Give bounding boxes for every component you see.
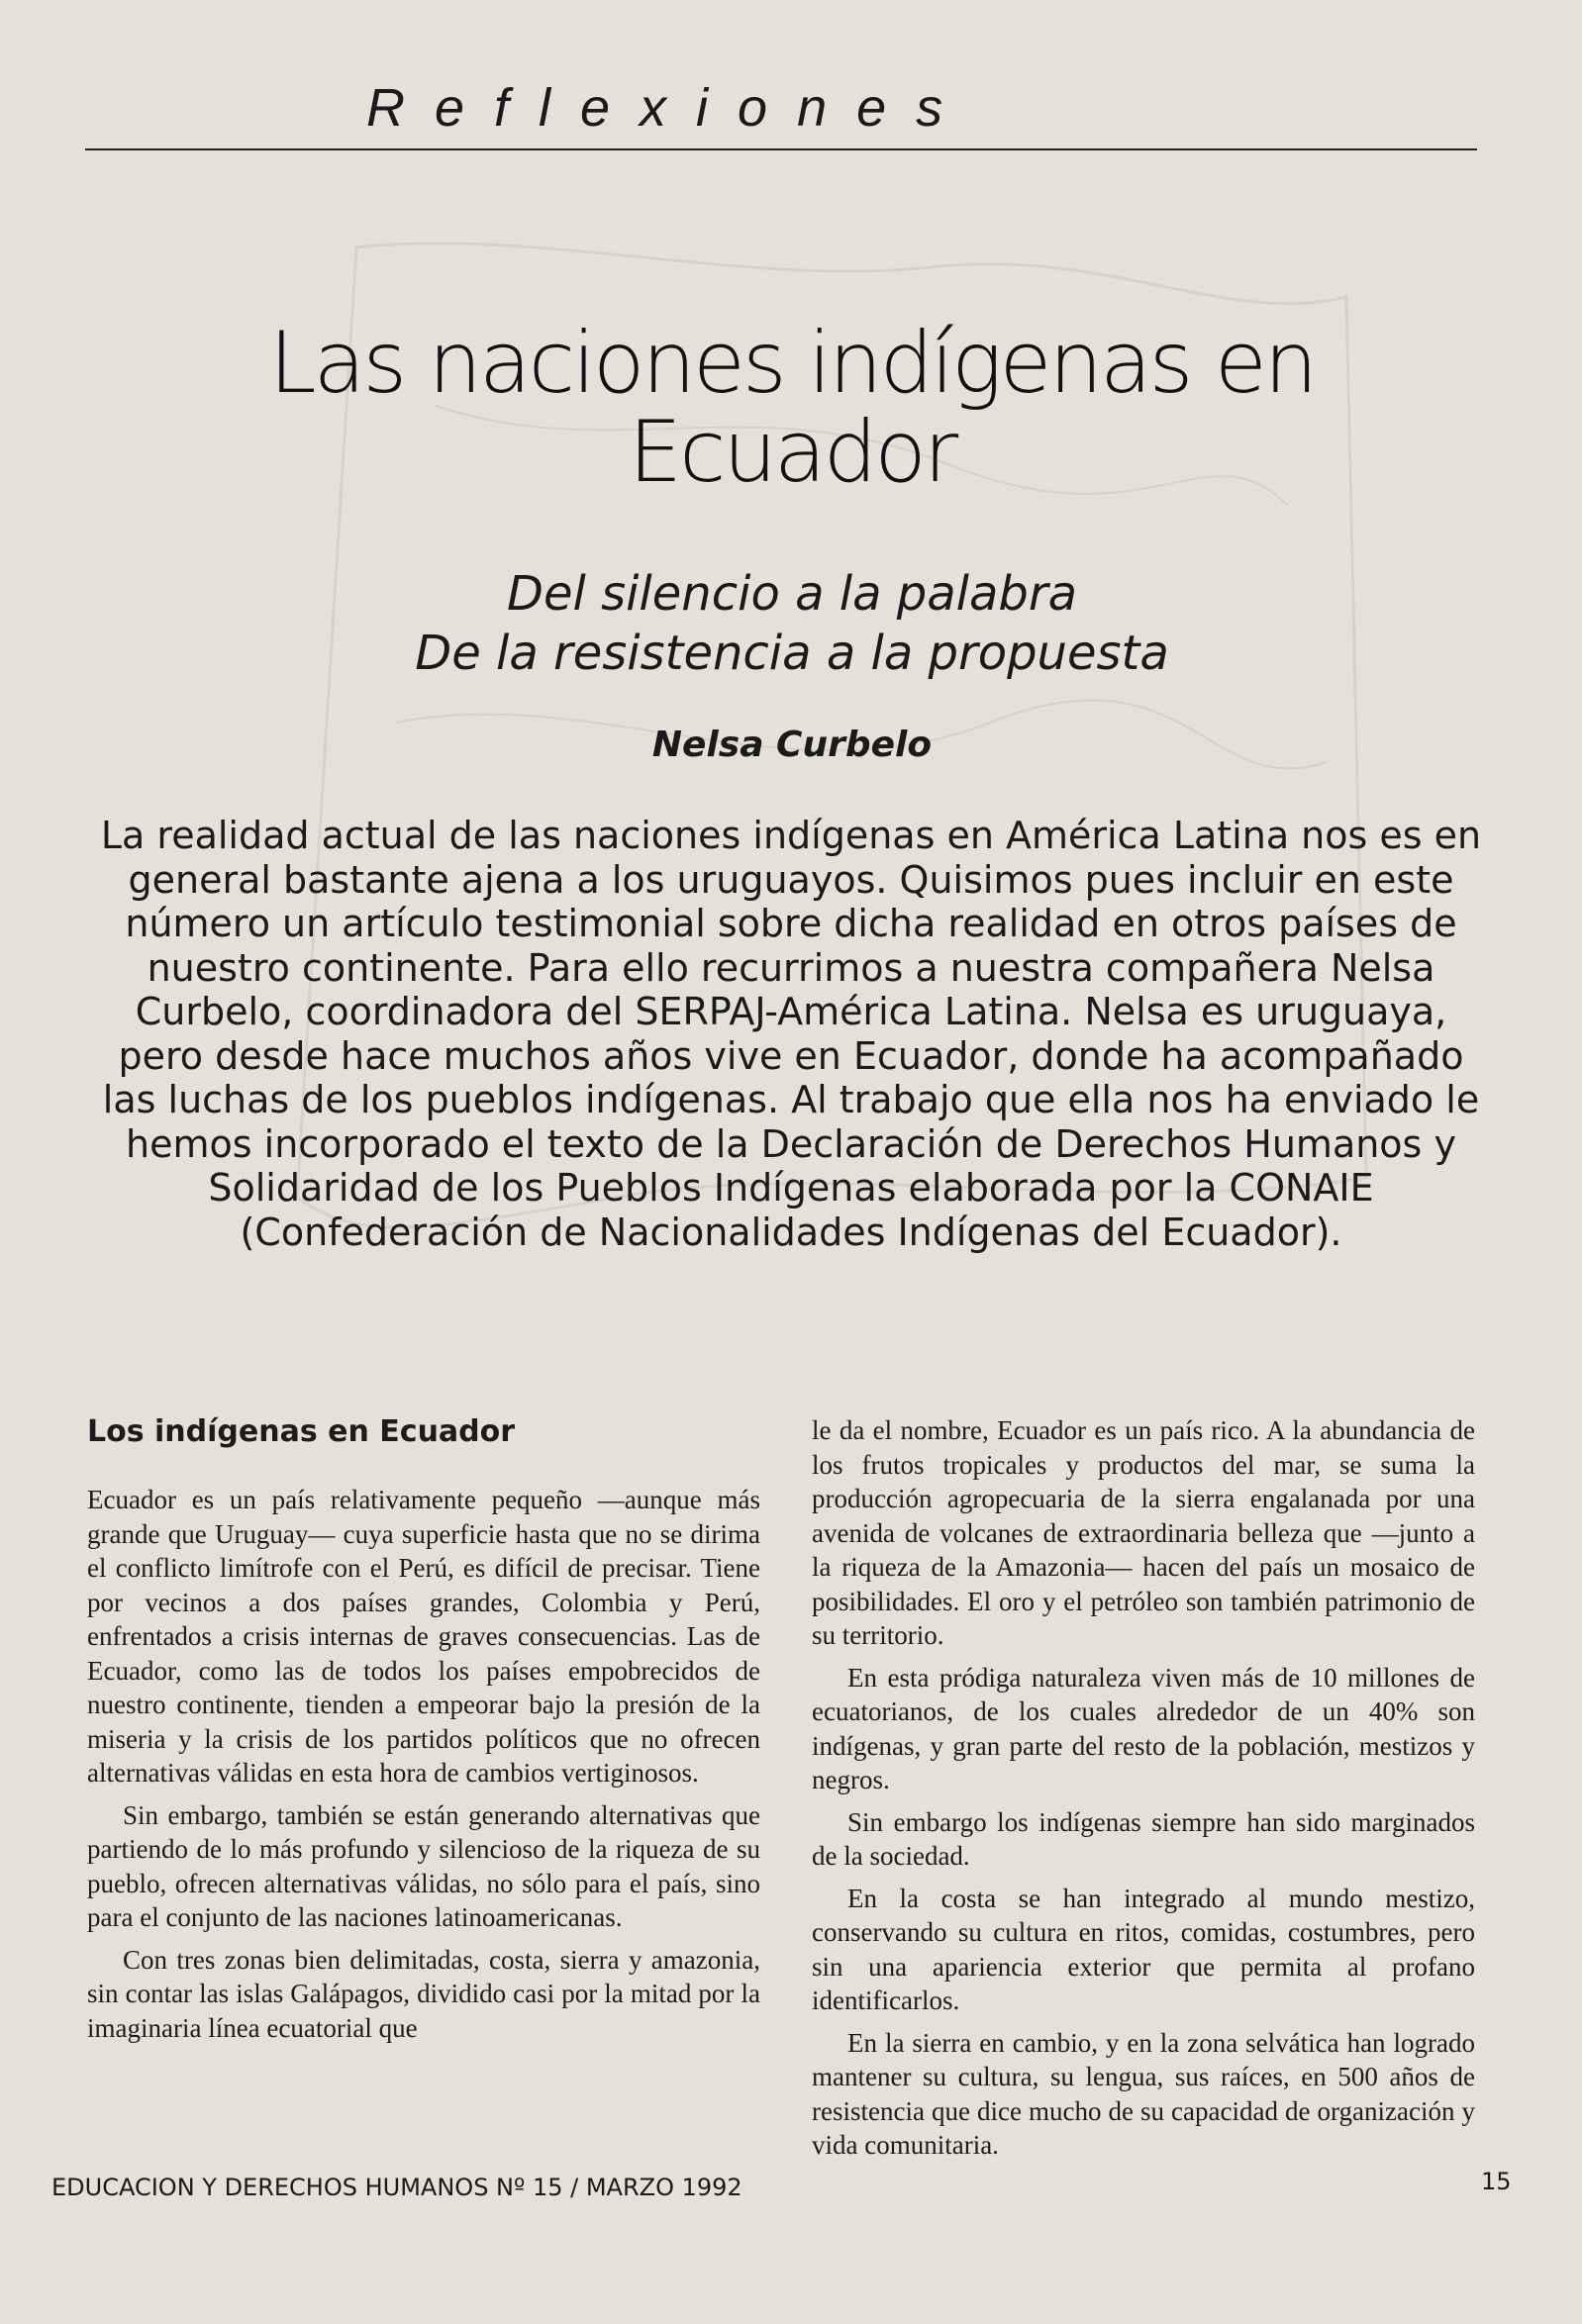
article-title: Las naciones indígenas en Ecuador [268, 314, 1316, 502]
section-heading: Los indígenas en Ecuador [87, 1414, 516, 1449]
body-paragraph: Ecuador es un país relativamente pequeño —aunque más grande que Uruguay— cuya superficie hasta que no se dirima el conflicto limítrofe con el Perú, es difícil de precisar. Tiene por vecinos a dos países grandes, Colombia y Perú, enfrentados a crisis internas de graves consecuencias. Las de Ecuador, como las de todos los países empobrecidos de nuestro continente, tienden a empeorar bajo la presión de la miseria y la crisis de los partidos políticos que no ofrecen alternativas válidas en esta hora de cambios vertiginosos. [87, 1485, 760, 1788]
body-paragraph: En la costa se han integrado al mundo mestizo, conservando su cultura en ritos, comidas, costumbres, pero sin una apariencia exterior que permita al profano identificarlos. [812, 1883, 1475, 2015]
body-paragraph: Con tres zonas bien delimitadas, costa, sierra y amazonia, sin contar las islas Galápagos, dividido casi por la mitad por la imaginaria línea ecuatorial que [87, 1944, 760, 2043]
section-label: Reflexiones [366, 78, 973, 138]
body-paragraph: Sin embargo los indígenas siempre han sido marginados de la sociedad. [812, 1806, 1475, 1871]
article-intro: La realidad actual de las naciones indígenas en América Latina nos es en general bastante ajena a los uruguayos. Quisimos pues incluir en este número un artículo testimonial sobre dicha realidad en otros países de nuestro continente. Para ello recurrimos a nuestra compañera Nelsa Curbelo, coordinadora del SERPAJ-América Latina. Nelsa es uruguaya, pero desde hace muchos años vive en Ecuador, donde ha acompañado las luchas de los pueblos indígenas. Al trabajo que ella nos ha enviado le hemos incorporado el texto de la Declaración de Derechos Humanos y Solidaridad de los Pueblos Indígenas elaborada por la CONAIE (Confederación de Nacionalidades Indígenas del Ecuador). [100, 814, 1482, 1254]
page-number: 15 [1481, 2168, 1512, 2195]
body-paragraph: le da el nombre, Ecuador es un país rico. A la abundancia de los frutos tropicales y productos del mar, se suma la producción agropecuaria de la sierra engalanada por una avenida de volcanes de extraordinaria belleza que —junto a la riqueza de la Amazonia— hacen del país un mosaico de posibilidades. El oro y el petróleo son también patrimonio de su territorio. [812, 1415, 1475, 1650]
header-divider [85, 148, 1477, 150]
article-subtitle [247, 564, 1336, 683]
body-column-left [87, 1411, 760, 2053]
body-paragraph: En la sierra en cambio, y en la zona selvática han logrado mantener su cultura, su lengua, sus raíces, en 500 años de resistencia que dice mucho de su capacidad de organización y vida comunitaria. [812, 2027, 1475, 2160]
publication-footer: EDUCACION Y DERECHOS HUMANOS Nº 15 / MARZO 1992 [51, 2174, 742, 2201]
body-paragraph: Sin embargo, también se están generando alternativas que partiendo de lo más profundo y silencioso de la riqueza de su pueblo, ofrecen alternativas válidas, no sólo para el país, sino para el conjunto de las naciones latinoamericanas. [87, 1799, 760, 1932]
article-author: Nelsa Curbelo [651, 725, 933, 765]
body-column-right [812, 1413, 1475, 2171]
subtitle-line: Del silencio a la palabra [507, 566, 1077, 622]
subtitle-line: De la resistencia a la propuesta [415, 626, 1169, 681]
body-paragraph: En esta pródiga naturaleza viven más de 10 millones de ecuatorianos, de los cuales alrededor de un 40% son indígenas, y gran parte del resto de la población, mestizos y negros. [812, 1662, 1475, 1794]
